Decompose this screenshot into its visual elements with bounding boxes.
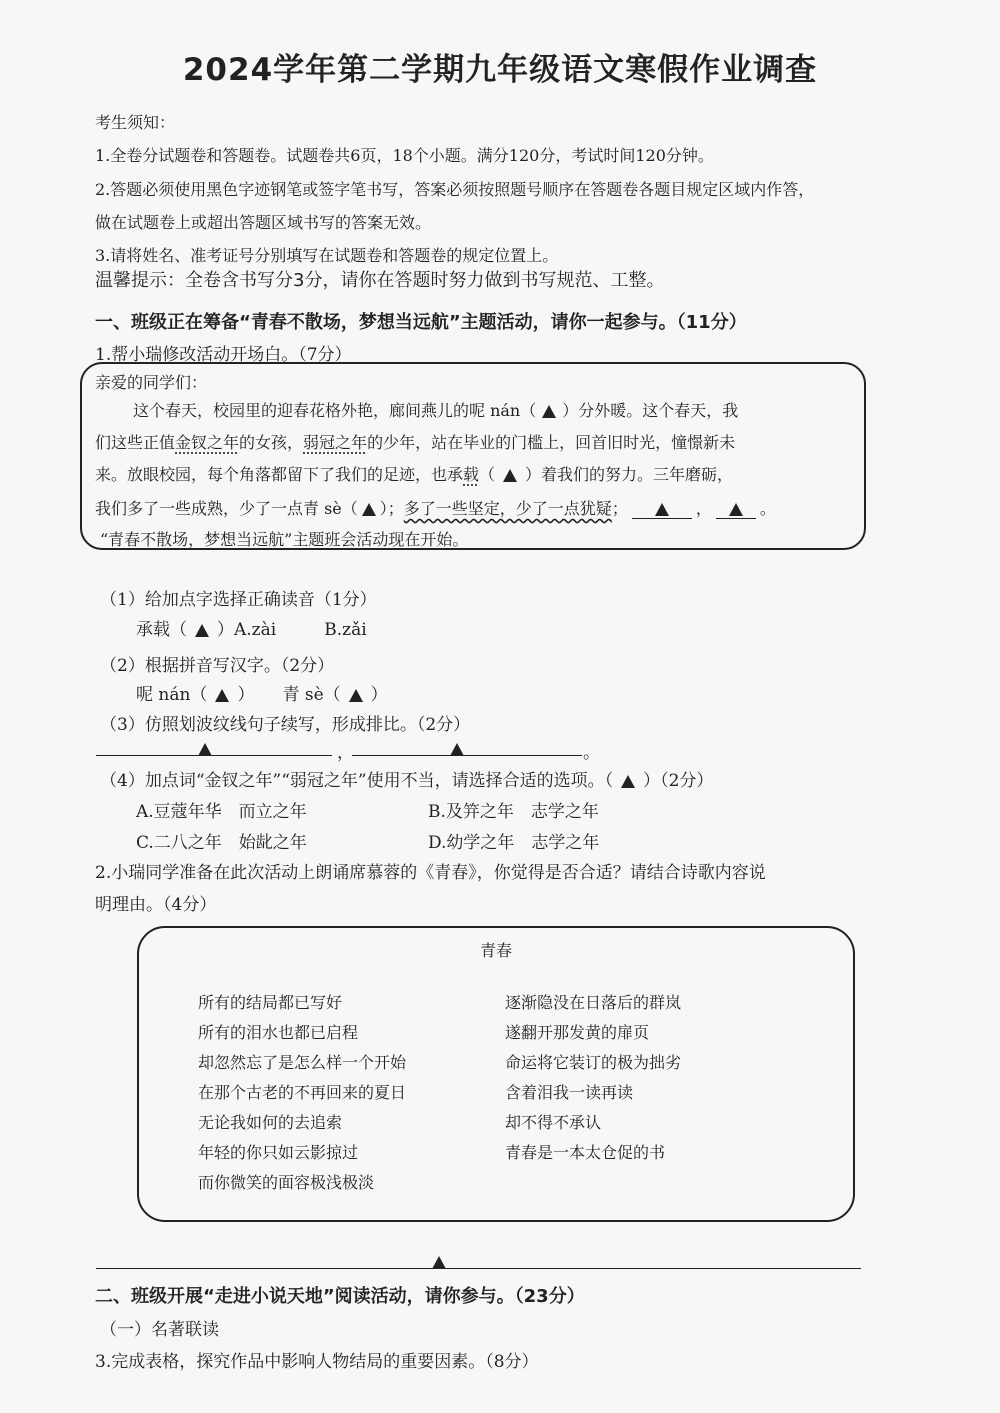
sub1-word: 承载（ — [136, 620, 187, 640]
option-a[interactable]: A.zài — [234, 620, 277, 640]
page-title: 2024学年第二学期九年级语文寒假作业调查 — [182, 52, 818, 88]
passage-line-4 — [95, 496, 776, 519]
paren-close: ） — [237, 685, 255, 705]
option-b[interactable]: B.zǎi — [324, 620, 367, 640]
poem-title: 青春 — [479, 941, 512, 960]
section2-sub: （一）名著联读 — [100, 1320, 219, 1340]
sub2-items — [136, 680, 388, 705]
sub1-options — [136, 615, 367, 640]
passage-text: 。 — [759, 499, 776, 518]
sub4-text: （4）加点词“金钗之年”“弱冠之年”使用不当，请选择合适的选项。（ — [100, 771, 614, 791]
sub2-item-nan: 呢 nán（ — [136, 685, 208, 705]
answer-triangle-icon — [503, 469, 517, 482]
poem-line: 所有的泪水也都已启程 — [198, 1023, 359, 1042]
poem-line: 遂翻开那发黄的扉页 — [505, 1023, 650, 1042]
passage-text: ， — [695, 499, 712, 518]
question-3: 3.完成表格，探究作品中影响人物结局的重要因素。（8分） — [95, 1352, 539, 1372]
question-2-cont: 明理由。（4分） — [95, 895, 217, 915]
answer-triangle-icon — [215, 689, 229, 702]
notice-item-2-cont: 做在试题卷上或超出答题区域书写的答案无效。 — [95, 213, 432, 232]
passage-greeting: 亲爱的同学们： — [95, 373, 208, 392]
passage-line-1 — [133, 398, 738, 421]
poem-line: 年轻的你只如云影掠过 — [198, 1143, 359, 1162]
answer-triangle-icon — [198, 739, 212, 758]
passage-text: 的女孩， — [239, 433, 304, 452]
notice-item-3: 3.请将姓名、准考证号分别填写在试题卷和答题卷的规定位置上。 — [95, 246, 559, 265]
passage-text: ； — [611, 499, 628, 518]
passage-closing: “青春不散场，梦想当远航”主题班会活动现在开始。 — [100, 530, 469, 549]
notice-item-2: 2.答题必须使用黑色字迹钢笔或签字笔书写，答案必须按照题号顺序在答题卷各题目规定区域内作答， — [95, 180, 815, 199]
poem-line: 含着泪我一读再读 — [505, 1083, 634, 1102]
poem-line: 而你微笑的面容极浅极淡 — [198, 1173, 375, 1192]
answer-line-2[interactable] — [352, 755, 582, 756]
notice-item-1: 1.全卷分试题卷和答题卷。试题卷共6页，18个小题。满分120分，考试时间120分钟。 — [95, 146, 714, 165]
answer-triangle-icon — [349, 689, 363, 702]
sub-question-4 — [100, 766, 713, 791]
poem-line: 却忽然忘了是怎么样一个开始 — [198, 1053, 407, 1072]
answer-triangle-icon — [621, 775, 635, 788]
answer-triangle-icon — [450, 739, 464, 758]
answer-triangle-icon — [655, 503, 669, 516]
comma: ， — [337, 743, 354, 763]
notice-reminder: 温馨提示：全卷含书写分3分，请你在答题时努力做到书写规范、工整。 — [95, 270, 665, 291]
option-a[interactable]: A.豆蔻年华 而立之年 — [136, 802, 307, 822]
question-1: 1.帮小瑞修改活动开场白。（7分） — [95, 345, 352, 365]
answer-triangle-icon — [542, 405, 556, 418]
poem-line: 无论我如何的去追索 — [198, 1113, 343, 1132]
option-c[interactable]: C.二八之年 始龀之年 — [136, 833, 307, 853]
passage-text: 我们多了一些成熟，少了一点青 sè（ — [95, 499, 358, 518]
poem-line: 命运将它装订的极为拙劣 — [505, 1053, 682, 1072]
passage-text: 的少年，站在毕业的门槛上，回首旧时光，憧憬新未 — [367, 433, 736, 452]
sub-question-3: （3）仿照划波纹线句子续写，形成排比。（2分） — [100, 715, 471, 735]
passage-text: （ — [479, 465, 496, 484]
sub-question-2: （2）根据拼音写汉字。（2分） — [100, 656, 335, 676]
paren-close: ） — [217, 620, 234, 640]
poem-line: 逐渐隐没在日落后的群岚 — [505, 993, 682, 1012]
paren-close: ） — [370, 685, 388, 705]
answer-line-1[interactable] — [96, 755, 332, 756]
passage-text: ）着我们的努力。三年磨砺， — [525, 465, 734, 484]
section2-heading: 二、班级开展“走进小说天地”阅读活动，请你参与。（23分） — [95, 1286, 585, 1307]
answer-triangle-icon — [195, 624, 209, 637]
period: 。 — [583, 743, 600, 763]
question-2: 2.小瑞同学准备在此次活动上朗诵席慕蓉的《青春》，你觉得是否合适？请结合诗歌内容说 — [95, 863, 766, 883]
dotted-word-ruoguan: 弱冠之年 — [303, 433, 368, 452]
option-d[interactable]: D.幼学之年 志学之年 — [428, 833, 600, 853]
passage-line-3 — [95, 462, 733, 485]
sub-question-1: （1）给加点字选择正确读音（1分） — [100, 590, 377, 610]
answer-triangle-icon — [362, 503, 376, 516]
wavy-sentence: 多了一些坚定，少了一点犹疑 — [403, 499, 612, 518]
answer-triangle-icon — [729, 503, 743, 516]
sub4-score: ）（2分） — [643, 771, 714, 791]
poem-line: 却不得不承认 — [505, 1113, 602, 1132]
dotted-word-jinchai: 金钗之年 — [175, 433, 240, 452]
section1-heading: 一、班级正在筹备“青春不散场，梦想当远航”主题活动，请你一起参与。（11分） — [95, 312, 747, 333]
sub2-item-se: 青 sè（ — [282, 685, 341, 705]
poem-line: 所有的结局都已写好 — [198, 993, 343, 1012]
passage-line-2 — [95, 430, 735, 453]
passage-text: 来。放眼校园，每个角落都留下了我们的足迹，也承 — [95, 465, 464, 484]
passage-text: ）分外暖。这个春天，我 — [562, 401, 739, 420]
passage-text: 们这些正值 — [95, 433, 176, 452]
dotted-char-zai: 载 — [463, 465, 480, 484]
blank-1[interactable] — [632, 499, 692, 519]
passage-text: ）； — [379, 499, 404, 518]
poem-line: 在那个古老的不再回来的夏日 — [198, 1083, 407, 1102]
answer-line-q2[interactable] — [96, 1268, 861, 1269]
poem-line: 青春是一本太仓促的书 — [505, 1143, 666, 1162]
blank-2[interactable] — [716, 499, 756, 519]
notice-heading: 考生须知： — [95, 113, 176, 132]
passage-text: 这个春天，校园里的迎春花格外艳，廊间燕儿的呢 nán（ — [133, 401, 537, 420]
option-b[interactable]: B.及笄之年 志学之年 — [428, 802, 599, 822]
